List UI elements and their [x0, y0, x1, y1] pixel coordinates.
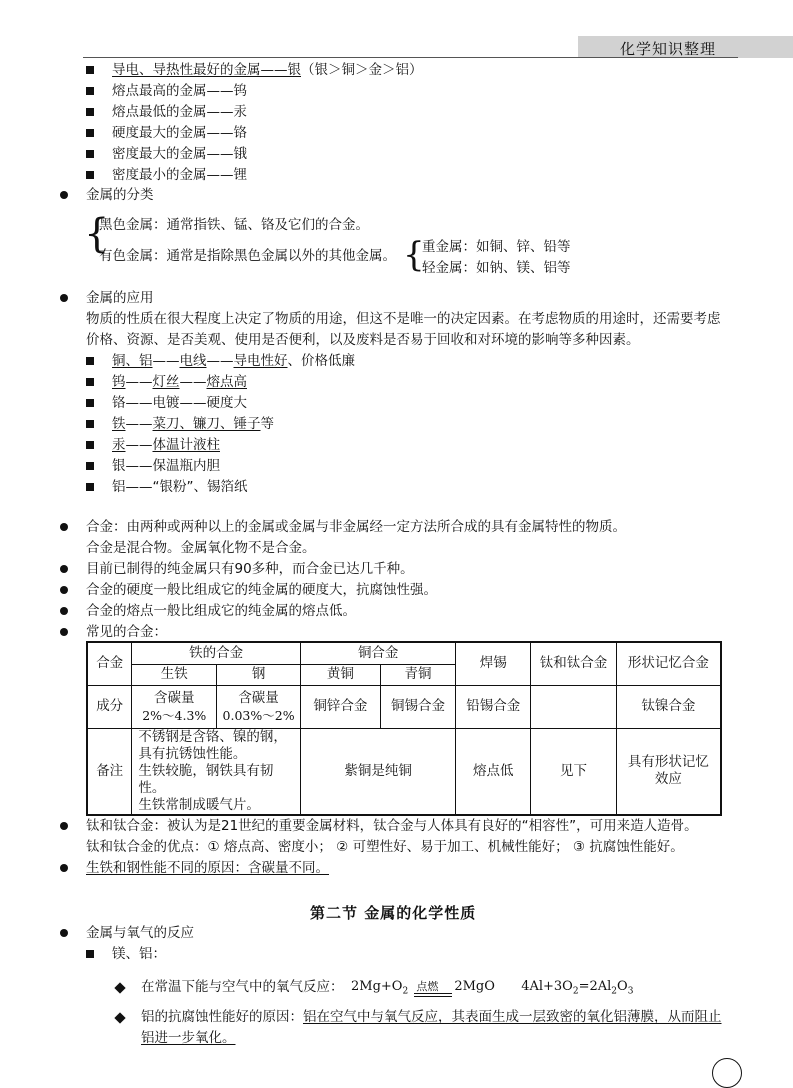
- equation-text: 2MgO: [454, 979, 495, 994]
- left-brace-icon: {: [84, 211, 110, 257]
- list-item: [86, 457, 220, 475]
- subscript: 3: [627, 986, 634, 997]
- bullet-text: 常见的合金：: [86, 624, 167, 640]
- record-text: 硬度最大的金属——铬: [112, 125, 247, 141]
- list-item: [86, 945, 166, 963]
- list-item: [86, 478, 248, 496]
- round-bullet-icon: [60, 929, 68, 937]
- cell-line: 效应: [654, 771, 682, 787]
- equation-text: =2Al: [578, 979, 612, 994]
- paragraph-line: 物质的性质在很大程度上决定了物质的用途，但这不是唯一的决定因素。在考虑物质的用途时，还需要考虑: [86, 311, 721, 327]
- list-item: [86, 103, 247, 121]
- round-bullet-icon: [60, 822, 68, 830]
- square-bullet-icon: [86, 357, 94, 365]
- al-reason-row: [141, 1008, 722, 1026]
- section-heading: 金属的应用: [86, 290, 154, 306]
- list-item: [86, 166, 247, 184]
- bullet-text: 生铁和钢性能不同的原因：含碳量不同。: [86, 860, 329, 876]
- bullet-text: 钛和钛合金：被认为是21世纪的重要金属材料，钛合金与人体具有良好的“相容性”，可用来造人造骨。: [86, 818, 698, 834]
- subscript: 2: [572, 986, 579, 997]
- round-bullet-icon: [60, 628, 68, 636]
- table-cell: 铜锡合金: [380, 685, 456, 728]
- section-heading: 金属与氧气的反应: [86, 925, 194, 941]
- item-sep: ——: [125, 458, 153, 474]
- round-bullet-icon: [60, 565, 68, 573]
- diamond-bullet-icon: [114, 982, 125, 993]
- item-extra: 等: [260, 416, 274, 432]
- equation-text: 4Al+3O: [521, 979, 573, 994]
- section-heading: 金属的分类: [86, 187, 154, 203]
- item-metal: 钨: [112, 374, 126, 390]
- table-row: [87, 728, 721, 815]
- round-bullet-icon: [60, 864, 68, 872]
- round-bullet-icon: [60, 294, 68, 302]
- list-item: [86, 145, 247, 163]
- oxygen-heading-row: [60, 924, 194, 942]
- classification-heading-row: [60, 186, 154, 204]
- cell-line: 生铁较脆，钢铁具有韧性。: [138, 762, 274, 796]
- round-bullet-icon: [60, 607, 68, 615]
- item-metal: 铁: [112, 416, 126, 432]
- table-cell: 铅锡合金: [456, 685, 531, 728]
- square-bullet-icon: [86, 483, 94, 491]
- item-use: “银粉”、锡箔纸: [152, 479, 248, 495]
- table-row: [87, 685, 721, 728]
- square-bullet-icon: [86, 950, 94, 958]
- item-use: 电镀: [152, 395, 180, 411]
- colored-metal-def: 有色金属：通常是指除黑色金属以外的其他金属。: [99, 248, 396, 264]
- alloy-def-row: [60, 518, 626, 536]
- item-sep: ——: [125, 416, 153, 432]
- cell-line: 含碳量: [238, 689, 279, 706]
- table-cell: 见下: [531, 728, 617, 815]
- cell-line: 具有形状记忆: [627, 754, 709, 770]
- record-note: （银＞铜＞金＞铝）: [301, 62, 423, 78]
- table-cell: [616, 728, 721, 815]
- item-metal: 铬: [112, 395, 126, 411]
- header-title: 化学知识整理: [620, 40, 717, 58]
- list-item: [86, 82, 247, 100]
- square-bullet-icon: [86, 108, 94, 116]
- table-header-cell: 钛和钛合金: [531, 642, 617, 685]
- equation-text: O: [617, 979, 628, 994]
- table-header-cell: 青铜: [380, 664, 456, 685]
- list-item: [86, 373, 247, 391]
- table-header-cell: 铜合金: [300, 642, 455, 664]
- item-sep: ——: [125, 437, 153, 453]
- bullet-row: [60, 560, 414, 578]
- table-header-cell: 焊锡: [456, 642, 531, 685]
- table-cell: 钛镍合金: [616, 685, 721, 728]
- item-use: 菜刀、镰刀、锤子: [152, 416, 261, 432]
- square-bullet-icon: [86, 87, 94, 95]
- table-header-cell: 钢: [217, 664, 301, 685]
- bullet-row: [60, 602, 356, 620]
- table-row-header: 备注: [87, 728, 132, 815]
- al-reason-text: 铝进一步氧化。: [141, 1030, 236, 1046]
- table-cell: 紫铜是纯铜: [300, 728, 455, 815]
- table-row: [87, 642, 721, 664]
- table-cell: [217, 685, 301, 728]
- item-sep: ——: [125, 374, 153, 390]
- reaction-equations: [351, 978, 633, 1001]
- bullet-row: [60, 581, 437, 599]
- equation-text: 2Mg+O: [351, 979, 403, 994]
- list-item: [86, 124, 247, 142]
- table-header-cell: 合金: [87, 642, 132, 685]
- list-item: [86, 436, 220, 454]
- reaction-label: 在常温下能与空气中的氧气反应：: [141, 979, 344, 995]
- list-item: [86, 352, 355, 370]
- record-text: 熔点最低的金属——汞: [112, 104, 247, 120]
- application-heading-row: [60, 289, 154, 307]
- table-cell: [132, 685, 217, 728]
- bullet-text: 合金的熔点一般比组成它的纯金属的熔点低。: [86, 603, 356, 619]
- record-text: 密度最小的金属——锂: [112, 167, 247, 183]
- table-cell: [531, 685, 617, 728]
- black-metal-def: 黑色金属：通常指铁、锰、铬及它们的合金。: [99, 217, 369, 233]
- item-extra: 、价格低廉: [287, 353, 355, 369]
- record-underlined: 导电、导热性最好的金属——银: [112, 62, 301, 78]
- item-sep: ——: [152, 353, 180, 369]
- square-bullet-icon: [86, 171, 94, 179]
- item-use: 保温瓶内胆: [152, 458, 220, 474]
- square-bullet-icon: [86, 462, 94, 470]
- round-bullet-icon: [60, 586, 68, 594]
- cell-line: 0.03%～2%: [222, 707, 295, 723]
- section-title: 第二节 金属的化学性质: [310, 904, 477, 922]
- round-bullet-icon: [60, 523, 68, 531]
- square-bullet-icon: [86, 66, 94, 74]
- reaction-condition: 点燃: [416, 980, 439, 993]
- item-metal: 汞: [112, 437, 126, 453]
- table-header-cell: 黄铜: [300, 664, 380, 685]
- list-item: [86, 61, 423, 79]
- bullet-text: 目前已制得的纯金属只有90多种，而合金已达几千种。: [86, 561, 414, 577]
- item-sep: ——: [179, 395, 207, 411]
- cell-line: 生铁常制成暖气片。: [138, 796, 260, 813]
- table-header-cell: 形状记忆合金: [616, 642, 721, 685]
- header-rule: [83, 57, 738, 58]
- record-text: 密度最大的金属——锇: [112, 146, 247, 162]
- list-item: [86, 394, 247, 412]
- diamond-bullet-icon: [114, 1012, 125, 1023]
- al-reason-text: 铝在空气中与氧气反应，其表面生成一层致密的氧化铝薄膜，从而阻止: [303, 1009, 722, 1025]
- item-sep: ——: [179, 374, 207, 390]
- item-property: 导电性好: [233, 353, 288, 369]
- item-property: 硬度大: [206, 395, 247, 411]
- table-header-cell: 生铁: [132, 664, 217, 685]
- item-property: 熔点高: [206, 374, 247, 390]
- titanium-row: [60, 817, 698, 835]
- alloy-note: 合金是混合物。金属氧化物不是合金。: [86, 540, 316, 556]
- item-metal: 铜、铝: [112, 353, 153, 369]
- item-sep: ——: [206, 353, 234, 369]
- item-sep: ——: [125, 479, 153, 495]
- light-metal-def: 轻金属：如钠、镁、铝等: [422, 260, 571, 276]
- sub-heading: 镁、铝：: [112, 946, 166, 962]
- bullet-text: 合金的硬度一般比组成它的纯金属的硬度大，抗腐蚀性强。: [86, 582, 437, 598]
- cell-line: 不锈钢是含铬、镍的钢，: [138, 728, 287, 745]
- square-bullet-icon: [86, 399, 94, 407]
- item-metal: 铝: [112, 479, 126, 495]
- list-item: [86, 415, 274, 433]
- subscript: 2: [611, 986, 618, 997]
- item-use: 体温计液柱: [152, 437, 220, 453]
- item-use: 电线: [179, 353, 207, 369]
- cell-line: 含碳量: [154, 689, 195, 706]
- al-reason-label: 铝的抗腐蚀性能好的原因：: [141, 1009, 303, 1025]
- table-cell: 熔点低: [456, 728, 531, 815]
- square-bullet-icon: [86, 150, 94, 158]
- square-bullet-icon: [86, 420, 94, 428]
- table-row-header: 成分: [87, 685, 132, 728]
- item-sep: ——: [125, 395, 153, 411]
- bullet-row: [60, 623, 167, 641]
- record-text: 熔点最高的金属——钨: [112, 83, 247, 99]
- item-use: 灯丝: [152, 374, 180, 390]
- alloy-table: [86, 641, 722, 816]
- subscript: 2: [402, 986, 409, 997]
- table-header-cell: 铁的合金: [132, 642, 301, 664]
- cell-line: 具有抗锈蚀性能。: [138, 745, 247, 762]
- left-brace-icon: {: [403, 235, 425, 275]
- table-cell: [132, 728, 301, 815]
- bullet-row: [60, 859, 329, 877]
- titanium-advantages: 钛和钛合金的优点：① 熔点高、密度小； ② 可塑性好、易于加工、机械性能好； ③ 抗腐蚀性能好。: [86, 839, 684, 855]
- square-bullet-icon: [86, 441, 94, 449]
- item-metal: 银: [112, 458, 126, 474]
- round-bullet-icon: [60, 191, 68, 199]
- page-number-badge: [712, 1058, 742, 1088]
- alloy-definition: 合金：由两种或两种以上的金属或金属与非金属经一定方法所合成的具有金属特性的物质。: [86, 519, 626, 535]
- square-bullet-icon: [86, 378, 94, 386]
- cell-line: 2%～4.3%: [142, 707, 207, 723]
- paragraph-line: 价格、资源、是否美观、使用是否便利，以及废料是否易于回收和对环境的影响等多种因素。: [86, 332, 640, 348]
- square-bullet-icon: [86, 129, 94, 137]
- table-cell: 铜锌合金: [300, 685, 380, 728]
- heavy-metal-def: 重金属：如铜、锌、铅等: [422, 239, 571, 255]
